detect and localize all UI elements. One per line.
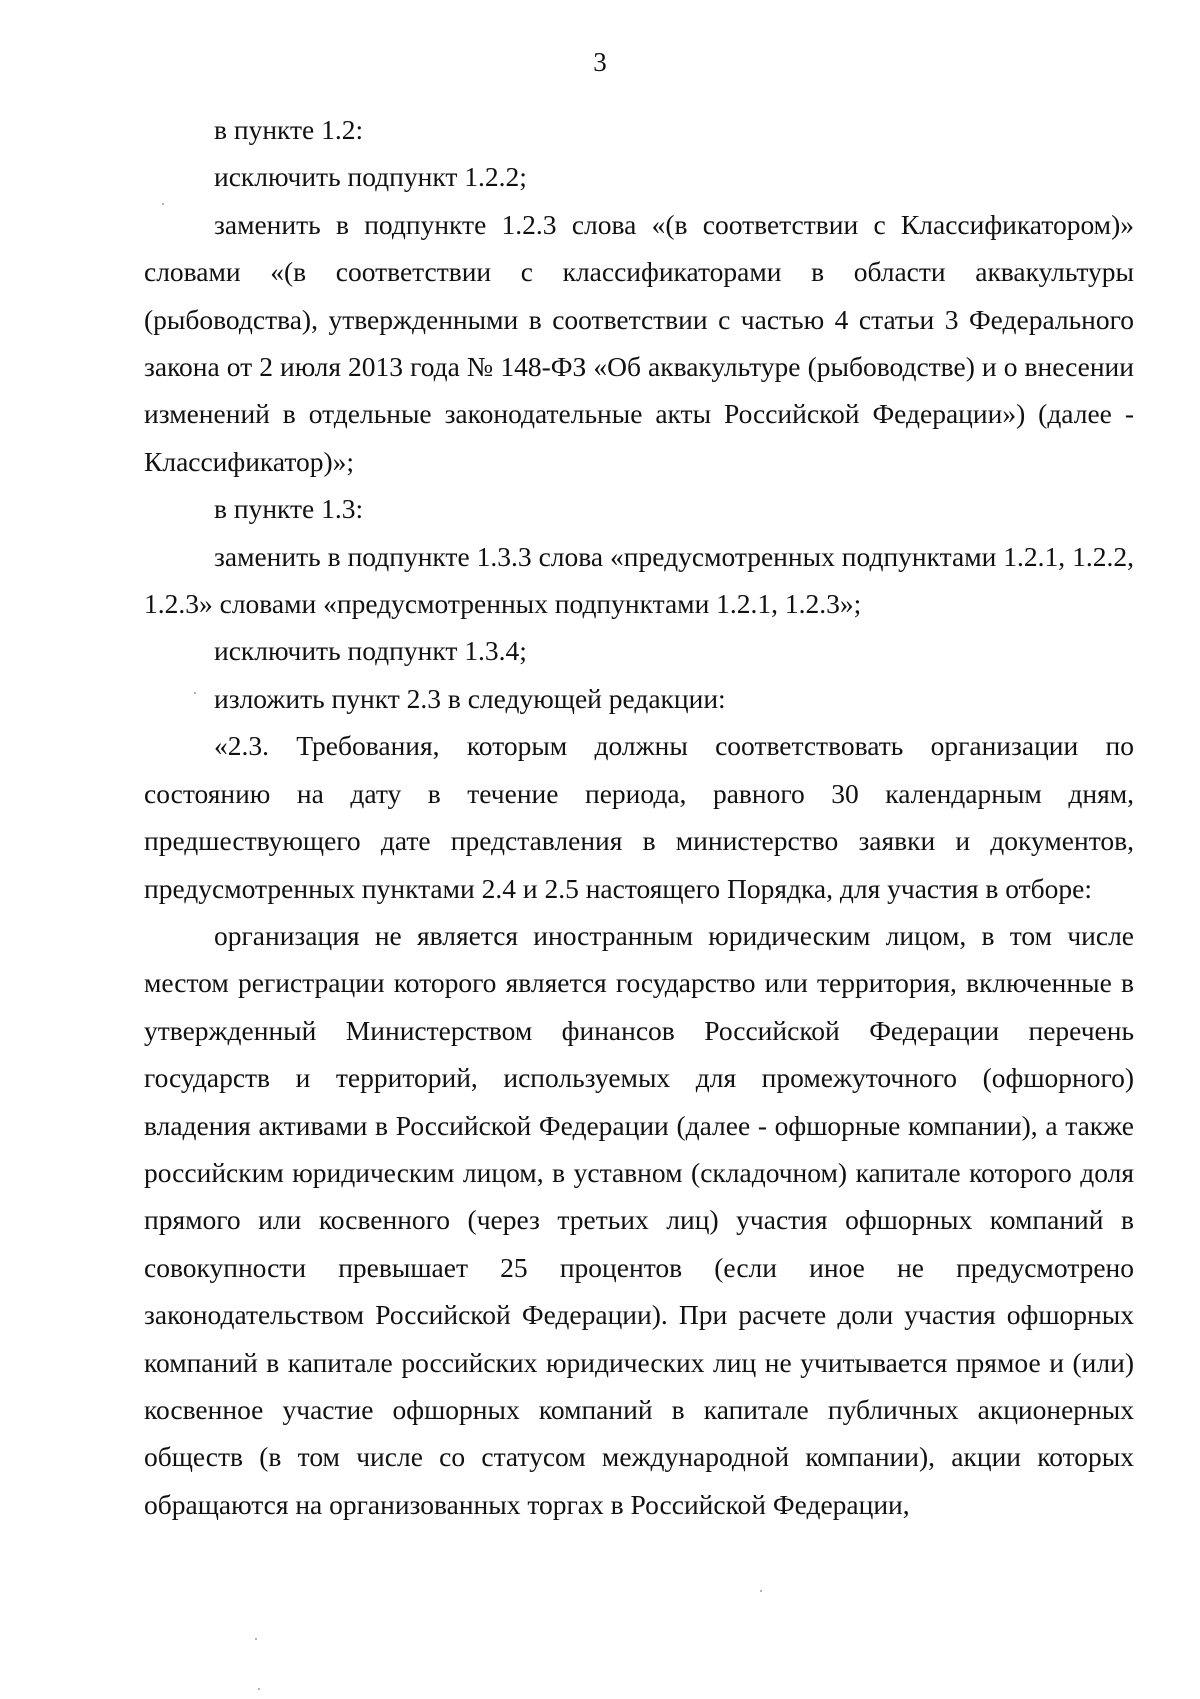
paragraph-exclude-1-3-4: исключить подпункт 1.3.4; bbox=[214, 635, 527, 667]
paragraph-item-1-3-heading: в пункте 1.3: bbox=[214, 493, 364, 525]
paragraph-requirements-2-3: «2.3. Требования, которым должны соответствовать организации по состоянию на дату в течение периода, равного 30 календарным дням, предшествующего дате представления в министерство заявки и документов, предусмотренных пунктами 2.4 и 2.5 настоящего Порядка, для участия в отборе: bbox=[144, 730, 1134, 904]
scan-speck bbox=[194, 692, 196, 694]
page-number: 3 bbox=[593, 47, 607, 77]
scan-speck bbox=[162, 203, 164, 205]
paragraph-exclude-1-2-2: исключить подпункт 1.2.2; bbox=[214, 161, 527, 193]
paragraph-replace-1-2-3: заменить в подпункте 1.2.3 слова «(в соответствии с Классификатором)» словами «(в соответствии с классификаторами в области аквакультуры (рыбоводства), утвержденными в соответствии с частью 4 статьи 3 Федерального закона от 2 июля 2013 года № 148-ФЗ «Об аквакультуре (рыбоводстве) и о внесении изменений в отдельные законодательные акты Российской Федерации») (далее - Классификатор)»; bbox=[144, 208, 1134, 477]
paragraph-item-1-2-heading: в пункте 1.2: bbox=[214, 114, 364, 145]
paragraph-replace-1-3-3: заменить в подпункте 1.3.3 слова «предусмотренных подпунктами 1.2.1, 1.2.2, 1.2.3» словами «предусмотренных подпунктами 1.2.1, 1.2.3»; bbox=[144, 540, 1134, 620]
scan-speck bbox=[255, 1638, 257, 1640]
scan-speck bbox=[258, 1688, 260, 1690]
paragraph-offshore-condition: организация не является иностранным юридическим лицом, в том числе местом регистрации которого является государство или территория, включенные в утвержденный Министерством финансов Российской Федерации перечень государств и территорий, используемых для промежуточного (офшорного) владения активами в Российской Федерации (далее - офшорные компании), а также российским юридическим лицом, в уставном (складочном) капитале которого доля прямого или косвенного (через третьих лиц) участия офшорных компаний в совокупности превышает 25 процентов (если иное не предусмотрено законодательством Российской Федерации). При расчете доли участия офшорных компаний в капитале российских юридических лиц не учитывается прямое и (или) косвенное участие офшорных компаний в капитале публичных акционерных обществ (в том числе со статусом международной компании), акции которых обращаются на организованных торгах в Российской Федерации, bbox=[144, 919, 1134, 1520]
scan-speck bbox=[760, 1590, 762, 1592]
paragraph-restate-2-3: изложить пункт 2.3 в следующей редакции: bbox=[214, 682, 726, 714]
document-body bbox=[144, 106, 1134, 1528]
